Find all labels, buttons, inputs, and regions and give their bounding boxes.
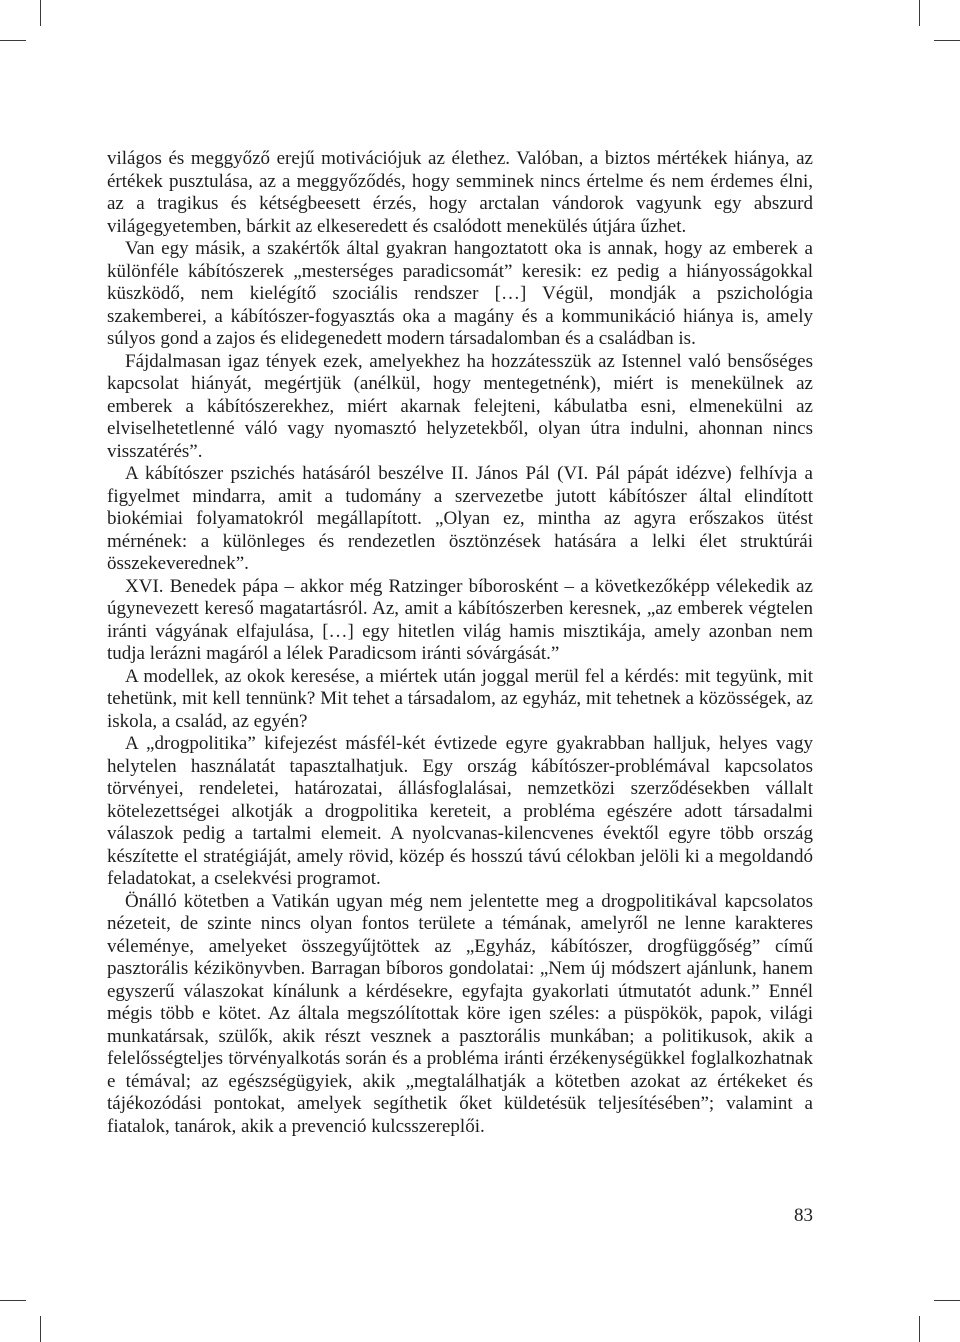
crop-mark-bottom-left [40, 1316, 41, 1342]
crop-mark-bottom-right-horizontal [934, 1300, 960, 1301]
paragraph: Van egy másik, a szakértők által gyakran hangoztatott oka is annak, hogy az emberek a különféle kábítószerek „mesterséges paradicsomát” keresik: ez pedig a hiányosságokkal küszködő, nem kielégítő szociális rendszer […] Végül, mondják a pszichológia szakemberei, a kábítószer-fogyasztás oka a magány és a kommunikáció hiánya is, amely súlyos gond a zajos és elidegenedett modern társadalomban és a családban is. [107, 238, 813, 349]
paragraph: Önálló kötetben a Vatikán ugyan még nem jelentette meg a drogpolitikával kapcsolatos nézeteit, de szinte nincs olyan fontos területe a témának, amelyről ne lenne karakteres véleménye, amelyeket összegyűjtöttek az „Egyház, kábítószer, drogfüggőség” című pasztorális kézikönyvben. Barragan bíboros gondolatai: „Nem új módszert ajánlunk, hanem egyszerű válaszokat kínálunk a kérdésekre, egyfajta gyakorlati útmutatót adunk.” Ennél mégis több e kötet. Az általa megszólítottak köre igen széles: a püspökök, papok, világi munkatársak, szülők, akik részt vesznek a pasztorális munkában; a politikusok, akik a felelősségteljes törvényalkotás során és a probléma iránti érzékenységükkel foglalkozhatnak e témával; az egészségügyiek, akik „megtalálhatják a kötetben azokat az értékeket és tájékozódási pontokat, amelyek segíthetik őket küldetésük teljesítésében”; valamint a fiatalok, tanárok, akik a prevenció kulcsszereplői. [107, 890, 813, 1137]
crop-mark-top-right [919, 0, 920, 26]
paragraph: A modellek, az okok keresése, a miértek után joggal merül fel a kérdés: mit tegyünk, mit tehetünk, mit kell tennünk? Mit tehet a társadalom, az egyház, mit tehetnek a közösségek, az iskola, a család, az egyén? [107, 665, 813, 732]
crop-mark-top-left [40, 0, 41, 26]
crop-mark-bottom-left-horizontal [0, 1300, 26, 1301]
crop-mark-top-left-horizontal [0, 40, 26, 41]
paragraph: A „drogpolitika” kifejezést másfél-két évtizede egyre gyakrabban halljuk, helyes vagy helytelen használatát tapasztalhatjuk. Egy ország kábítószer-problémával kapcsolatos törvényei, rendeletei, határozatai, állásfoglalásai, nemzetközi szerződésekben vállalt kötelezettségei alkotják a drogpolitika kereteit, a probléma egészére adott társadalmi válaszok pedig a tartalmi elemeit. A nyolcvanas-kilencvenes évektől egyre több ország készítette el stratégiáját, amely rövid, közép és hosszú távú célokban jelöli ki a megoldandó feladatokat, a cselekvési programot. [107, 733, 813, 889]
crop-mark-top-right-horizontal [934, 40, 960, 41]
crop-mark-bottom-right [919, 1316, 920, 1342]
body-text [107, 148, 813, 1138]
paragraph-continued: világos és meggyőző erejű motivációjuk az élethez. Valóban, a biztos mértékek hiánya, az értékek pusztulása, az a meggyőződés, hogy semminek nincs értelme és nem érdemes élni, az a tragikus és kétségbeesett érzés, hogy arctalan vándorok vagyunk egy abszurd világegyetemben, bárkit az elkeseredett és csalódott menekülés útjára űzhet. [107, 148, 813, 237]
paragraph: XVI. Benedek pápa – akkor még Ratzinger bíborosként – a következőképp vélekedik az úgynevezett kereső magatartásról. Az, amit a kábítószerben keresnek, „az emberek végtelen iránti vágyának elfajulása, […] egy hitetlen világ hamis misztikája, amely azonban nem tudja lerázni magáról a lélek Paradicsom iránti sóvárgását.” [107, 575, 813, 664]
paragraph: Fájdalmasan igaz tények ezek, amelyekhez ha hozzátesszük az Istennel való bensőséges kapcsolat hiányát, megértjük (anélkül, hogy mentegetnénk), miért is menekülnek az emberek a kábítószerekhez, miért akarnak felejteni, kábulatba esni, elmenekülni az elviselhetetlenné váló vagy nyomasztó helyzetekből, olyan útra indulni, ahonnan nincs visszatérés”. [107, 350, 813, 462]
paragraph: A kábítószer pszichés hatásáról beszélve II. János Pál (VI. Pál pápát idézve) felhívja a figyelmet mindarra, amit a tudomány a szervezetbe jutott kábítószer által elindított biokémiai folyamatokról megállapított. „Olyan ez, mintha az agyra erőszakos ütést mérnének: a különleges és rendezetlen ösztönzések hatására a lelki élet struktúrái összekeverednek”. [107, 463, 813, 574]
page-number: 83 [794, 1205, 813, 1226]
